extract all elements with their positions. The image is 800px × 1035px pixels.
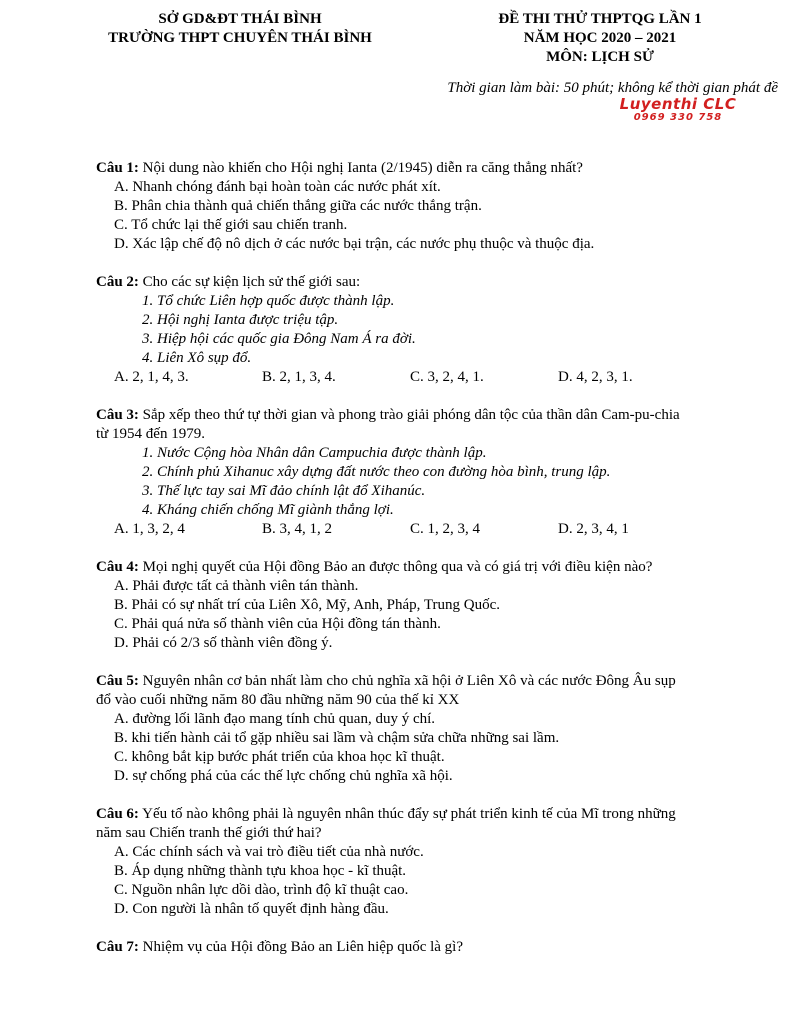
question-5	[96, 672, 768, 786]
question-text: Nội dung nào khiến cho Hội nghị Ianta (2/1945) diễn ra căng thẳng nhất?	[142, 160, 583, 176]
question-text-cont: đổ vào cuối những năm 80 đầu những năm 90 của thế kỉ XX	[96, 692, 460, 708]
question-text: Yếu tố nào không phải là nguyên nhân thúc đẩy sự phát triển kinh tế của Mĩ trong những	[142, 806, 676, 822]
question-2	[96, 273, 768, 387]
options-row	[114, 520, 768, 539]
question-text: Nhiệm vụ của Hội đồng Bảo an Liên hiệp quốc là gì?	[142, 939, 464, 955]
option-d: D. sự chống phá của các thế lực chống chủ nghĩa xã hội.	[114, 768, 453, 784]
question-text: Sắp xếp theo thứ tự thời gian và phong trào giải phóng dân tộc của thần dân Cam-pu-chia	[142, 407, 680, 423]
brand-name: Luyenthi CLC	[619, 95, 737, 113]
option-c: C. Nguồn nhân lực dồi dào, trình độ kĩ thuật cao.	[114, 882, 409, 898]
option-a: A. Phải được tất cả thành viên tán thành.	[114, 578, 359, 594]
option-b: B. Áp dụng những thành tựu khoa học - kĩ thuật.	[114, 863, 407, 879]
question-label: Câu 3:	[96, 407, 139, 423]
question-4	[96, 558, 768, 653]
question-text-cont: năm sau Chiến tranh thế giới thứ hai?	[96, 825, 322, 841]
question-label: Câu 4:	[96, 559, 139, 575]
event-item: 3. Hiệp hội các quốc gia Đông Nam Á ra đời.	[142, 331, 416, 347]
question-text: Cho các sự kiện lịch sử thế giới sau:	[142, 274, 361, 290]
option-d: D. 4, 2, 3, 1.	[558, 369, 633, 385]
event-item: 2. Chính phủ Xihanuc xây dựng đất nước theo con đường hòa bình, trung lập.	[142, 464, 611, 480]
option-b: B. Phải có sự nhất trí của Liên Xô, Mỹ, Anh, Pháp, Trung Quốc.	[114, 597, 501, 613]
exam-title: ĐỀ THI THỬ THPTQG LẦN 1	[498, 11, 702, 27]
event-item: 4. Kháng chiến chống Mĩ giành thắng lợi.	[142, 502, 394, 518]
question-label: Câu 2:	[96, 274, 139, 290]
option-d: D. Con người là nhân tố quyết định hàng đầu.	[114, 901, 389, 917]
question-label: Câu 5:	[96, 673, 139, 689]
brand-watermark	[603, 96, 753, 123]
question-7	[96, 938, 768, 957]
event-item: 2. Hội nghị Ianta được triệu tập.	[142, 312, 339, 328]
option-b: B. 2, 1, 3, 4.	[262, 369, 336, 385]
option-c: C. Tổ chức lại thế giới sau chiến tranh.	[114, 217, 348, 233]
option-b: B. 3, 4, 1, 2	[262, 521, 333, 537]
question-text-cont: từ 1954 đến 1979.	[96, 426, 205, 442]
question-text: Mọi nghị quyết của Hội đồng Bảo an được thông qua và có giá trị với điều kiện nào?	[142, 559, 653, 575]
question-list	[96, 159, 768, 976]
question-6	[96, 805, 768, 919]
exam-header	[440, 10, 760, 67]
brand-phone: 0969 330 758	[633, 112, 723, 123]
option-d: D. Xác lập chế độ nô dịch ở các nước bại trận, các nước phụ thuộc và thuộc địa.	[114, 236, 595, 252]
option-b: B. Phân chia thành quả chiến thắng giữa các nước thắng trận.	[114, 198, 482, 214]
option-d: D. 2, 3, 4, 1	[558, 521, 629, 537]
school-header	[60, 10, 420, 48]
question-text: Nguyên nhân cơ bản nhất làm cho chủ nghĩa xã hội ở Liên Xô và các nước Đông Âu sụp	[142, 673, 676, 689]
option-a: A. 1, 3, 2, 4	[114, 521, 185, 537]
option-c: C. Phải quá nửa số thành viên của Hội đồng tán thành.	[114, 616, 441, 632]
option-c: C. không bắt kịp bước phát triển của khoa học kĩ thuật.	[114, 749, 445, 765]
event-item: 1. Tổ chức Liên hợp quốc được thành lập.	[142, 293, 395, 309]
option-a: A. đường lối lãnh đạo mang tính chủ quan, duy ý chí.	[114, 711, 436, 727]
options-row	[114, 368, 768, 387]
question-label: Câu 7:	[96, 939, 139, 955]
event-item: 3. Thế lực tay sai Mĩ đảo chính lật đổ Xihanúc.	[142, 483, 426, 499]
school-year: NĂM HỌC 2020 – 2021	[523, 30, 677, 46]
event-item: 1. Nước Cộng hòa Nhân dân Campuchia được thành lập.	[142, 445, 487, 461]
subject: MÔN: LỊCH SỬ	[546, 49, 654, 65]
question-label: Câu 1:	[96, 160, 139, 176]
option-b: B. khi tiến hành cải tổ gặp nhiều sai lầm và chậm sửa chữa những sai lầm.	[114, 730, 560, 746]
time-note: Thời gian làm bài: 50 phút; không kể thời gian phát đề	[447, 80, 778, 96]
department-name: SỞ GD&ĐT THÁI BÌNH	[158, 11, 322, 27]
option-c: C. 1, 2, 3, 4	[410, 521, 481, 537]
event-item: 4. Liên Xô sụp đổ.	[142, 350, 252, 366]
option-a: A. Các chính sách và vai trò điều tiết của nhà nước.	[114, 844, 424, 860]
option-c: C. 3, 2, 4, 1.	[410, 369, 484, 385]
question-label: Câu 6:	[96, 806, 139, 822]
question-1	[96, 159, 768, 254]
option-a: A. Nhanh chóng đánh bại hoàn toàn các nước phát xít.	[114, 179, 441, 195]
question-3	[96, 406, 768, 539]
option-a: A. 2, 1, 4, 3.	[114, 369, 189, 385]
option-d: D. Phải có 2/3 số thành viên đồng ý.	[114, 635, 333, 651]
school-name: TRƯỜNG THPT CHUYÊN THÁI BÌNH	[108, 30, 372, 46]
